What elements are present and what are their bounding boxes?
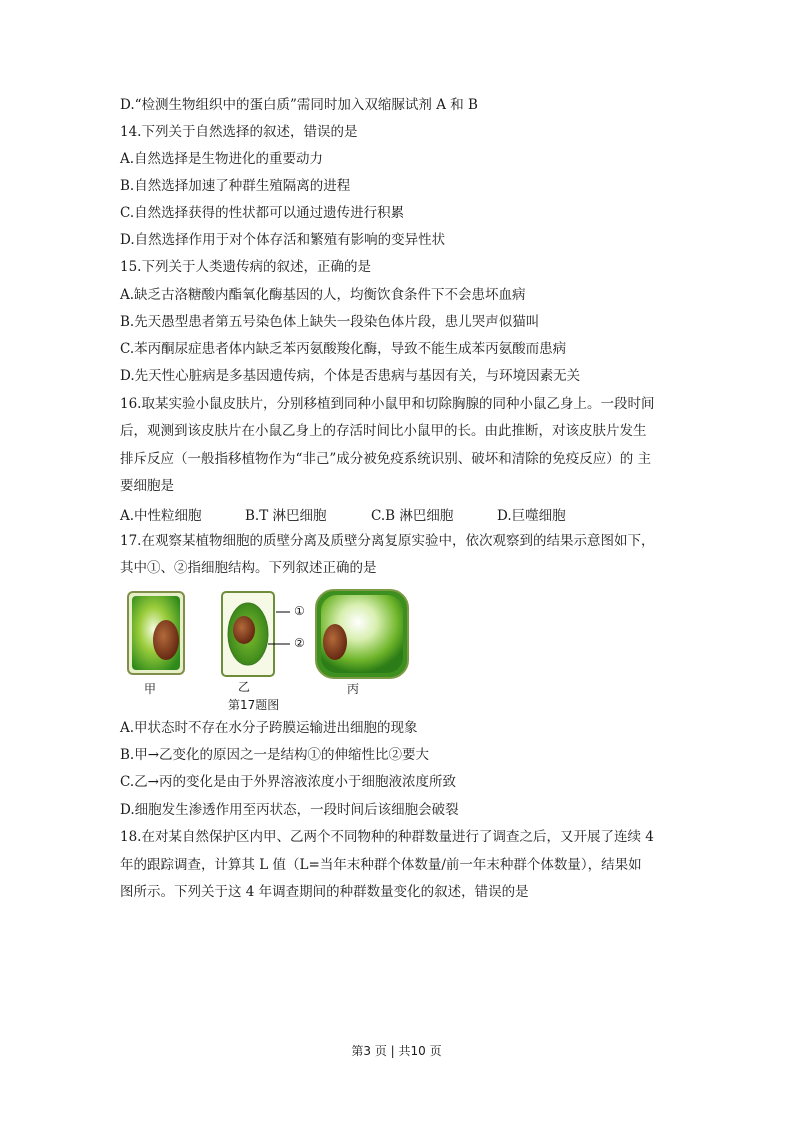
cell-yi: [222, 592, 290, 676]
q17-option-a: A.甲状态时不存在水分子跨膜运输进出细胞的现象: [120, 720, 418, 736]
marker-1: ①: [294, 604, 305, 618]
figure-caption: 第17题图: [228, 698, 280, 712]
plasmolysis-diagram: [126, 584, 416, 708]
q15-option-d: D.先天性心脏病是多基因遗传病，个体是否患病与基因有关，与环境因素无关: [120, 368, 581, 384]
q15-option-a: A.缺乏古洛糖酸内酯氧化酶基因的人，均衡饮食条件下不会患坏血病: [120, 287, 526, 303]
question-16-stem: 16.取某实验小鼠皮肤片，分别移植到同种小鼠甲和切除胸腺的同种小鼠乙身上。一段时间: [120, 396, 655, 412]
q16-option-d: D.巨噬细胞: [497, 508, 566, 524]
nucleus-bing: [323, 624, 347, 660]
label-bing: 丙: [347, 682, 360, 696]
label-yi: 乙: [238, 680, 251, 694]
text-line: D.“检测生物组织中的蛋白质”需同时加入双缩脲试剂 A 和 B: [120, 97, 478, 113]
plasmolysis-figure: [126, 584, 416, 708]
q16-option-a: A.中性粒细胞: [120, 508, 202, 524]
cell-bing: [316, 590, 408, 678]
q14-option-a: A.自然选择是生物进化的重要动力: [120, 151, 324, 167]
q16-option-b: B.T 淋巴细胞: [245, 508, 327, 524]
nucleus-yi: [233, 616, 255, 644]
q17-option-b: B.甲→乙变化的原因之一是结构①的伸缩性比②要大: [120, 747, 430, 763]
page-footer: 第3 页 | 共10 页: [351, 1044, 442, 1058]
cell-jia: [128, 592, 184, 674]
q17-option-d: D.细胞发生渗透作用至丙状态，一段时间后该细胞会破裂: [120, 802, 459, 818]
question-14-stem: 14.下列关于自然选择的叙述，错误的是: [120, 124, 358, 140]
question-18-stem: 18.在对某自然保护区内甲、乙两个不同物种的种群数量进行了调查之后，又开展了连续 4: [120, 829, 654, 845]
question-16-stem-cont: 排斥反应（一般指移植物作为“非己”成分被免疫系统识别、破坏和清除的免疫反应）的 主: [120, 451, 652, 467]
question-15-stem: 15.下列关于人类遗传病的叙述，正确的是: [120, 259, 371, 275]
question-17-stem-cont: 其中①、②指细胞结构。下列叙述正确的是: [120, 560, 377, 576]
q16-options: [120, 504, 680, 522]
q14-option-c: C.自然选择获得的性状都可以通过遗传进行积累: [120, 205, 405, 221]
q14-option-d: D.自然选择作用于对个体存活和繁殖有影响的变异性状: [120, 232, 446, 248]
q15-option-b: B.先天愚型患者第五号染色体上缺失一段染色体片段，患儿哭声似猫叫: [120, 314, 540, 330]
q15-option-c: C.苯丙酮尿症患者体内缺乏苯丙氨酸羧化酶，导致不能生成苯丙氨酸而患病: [120, 341, 567, 357]
nucleus-jia: [153, 620, 179, 660]
q17-option-c: C.乙→丙的变化是由于外界溶液浓度小于细胞液浓度所致: [120, 774, 456, 790]
label-jia: 甲: [144, 682, 157, 696]
marker-2: ②: [294, 636, 305, 650]
question-18-stem-cont: 图所示。下列关于这 4 年调查期间的种群数量变化的叙述，错误的是: [120, 884, 529, 900]
q14-option-b: B.自然选择加速了种群生殖隔离的进程: [120, 178, 351, 194]
question-17-stem: 17.在观察某植物细胞的质壁分离及质壁分离复原实验中，依次观察到的结果示意图如下，: [120, 533, 655, 549]
question-18-stem-cont: 年的跟踪调查，计算其 L 值（L=当年末种群个体数量/前一年末种群个体数量），结果如: [120, 857, 642, 873]
question-16-stem-cont: 要细胞是: [120, 478, 174, 494]
q16-option-c: C.B 淋巴细胞: [371, 508, 454, 524]
question-16-stem-cont: 后，观测到该皮肤片在小鼠乙身上的存活时间比小鼠甲的长。由此推断，对该皮肤片发生: [120, 423, 647, 439]
